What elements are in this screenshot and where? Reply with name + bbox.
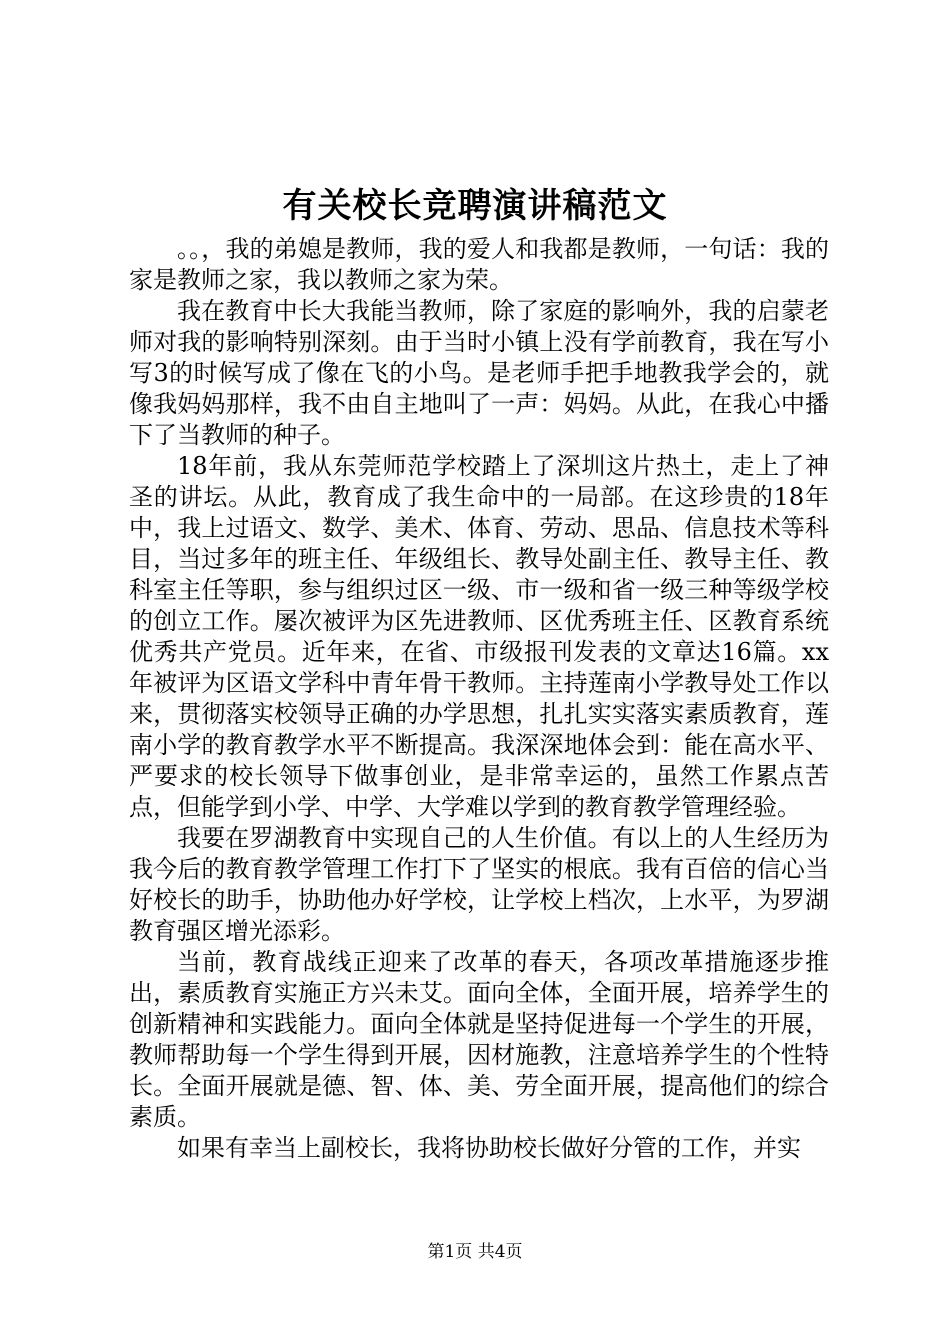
page-number-footer: 第1页 共4页 xyxy=(427,1242,523,1262)
paragraph: 我在教育中长大我能当教师，除了家庭的影响外，我的启蒙老师对我的影响特别深刻。由于当时小镇上没有学前教育，我在写小写3的时候写成了像在飞的小鸟。是老师手把手地教我学会的，就像我妈妈那样，我不由自主地叫了一声：妈妈。从此，在我心中播下了当教师的种子。 xyxy=(129,297,829,449)
paragraph: 如果有幸当上副校长，我将协助校长做好分管的工作，并实 xyxy=(177,1134,801,1162)
paragraph: 。。，我的弟媳是教师，我的爱人和我都是教师，一句话：我的家是教师之家，我以教师之家为荣。 xyxy=(129,235,829,294)
paragraph: 我要在罗湖教育中实现自己的人生价值。有以上的人生经历为我今后的教育教学管理工作打下了坚实的根底。我有百倍的信心当好校长的助手，协助他办好学校，让学校上档次，上水平，为罗湖教育强区增光添彩。 xyxy=(129,824,829,945)
document-title: 有关校长竞聘演讲稿范文 xyxy=(282,186,668,226)
document-body xyxy=(129,234,829,1164)
paragraph: 当前，教育战线正迎来了改革的春天，各项改革措施逐步推出，素质教育实施正方兴未艾。面向全体，全面开展，培养学生的创新精神和实践能力。面向全体就是坚持促进每一个学生的开展，教师帮助每一个学生得到开展，因材施教，注意培养学生的个性特长。全面开展就是德、智、体、美、劳全面开展，提高他们的综合素质。 xyxy=(129,948,829,1131)
paragraph: 18年前，我从东莞师范学校踏上了深圳这片热土，走上了神圣的讲坛。从此，教育成了我生命中的一局部。在这珍贵的18年中，我上过语文、数学、美术、体育、劳动、思品、信息技术等科目，当过多年的班主任、年级组长、教导处副主任、教导主任、教科室主任等职，参与组织过区一级、市一级和省一级三种等级学校的创立工作。屡次被评为区先进教师、区优秀班主任、区教育系统优秀共产党员。近年来，在省、市级报刊发表的文章达16篇。xx年被评为区语文学科中青年骨干教师。主持莲南小学教导处工作以来，贯彻落实校领导正确的办学思想，扎扎实实落实素质教育，莲南小学的教育教学水平不断提高。我深深地体会到：能在高水平、严要求的校长领导下做事创业，是非常幸运的，虽然工作累点苦点，但能学到小学、中学、大学难以学到的教育教学管理经验。 xyxy=(129,452,829,821)
